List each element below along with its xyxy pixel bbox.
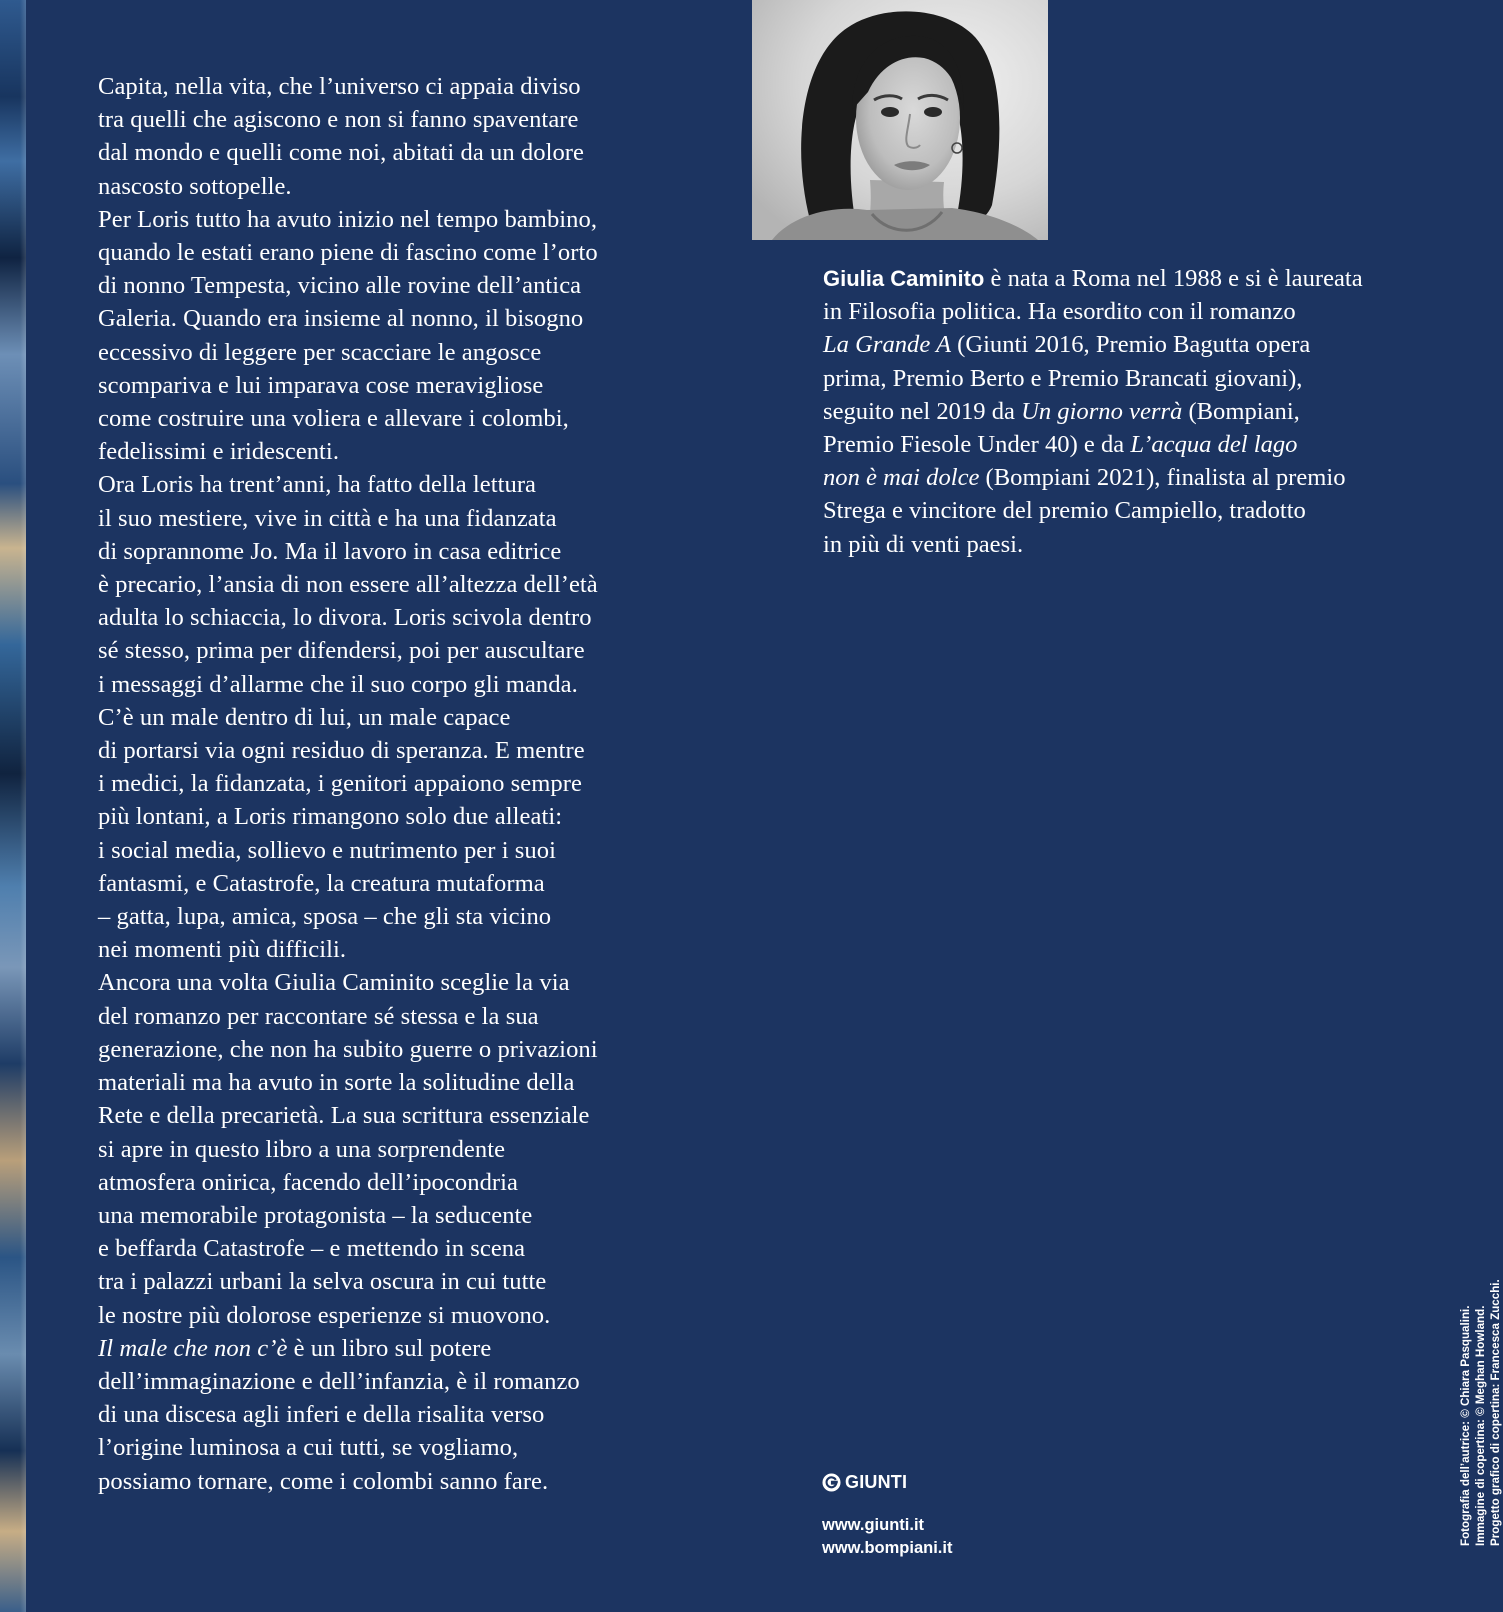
- blurb-line: i social media, sollievo e nutrimento per i suoi: [98, 836, 556, 864]
- blurb-line: si apre in questo libro a una sorprendente: [98, 1135, 506, 1163]
- blurb-line: quando le estati erano piene di fascino come l’orto: [98, 239, 598, 267]
- publisher-block: [822, 1470, 1122, 1560]
- publisher-websites: [822, 1514, 1122, 1560]
- blurb-line: materiali ma ha avuto in sorte la solitudine della: [98, 1069, 575, 1097]
- blurb-line: sé stesso, prima per difendersi, poi per auscultare: [98, 637, 585, 665]
- blurb-line: fedelissimi e iridescenti.: [98, 438, 340, 466]
- blurb-line: nei momenti più difficili.: [98, 936, 347, 964]
- author-bio: [823, 262, 1443, 561]
- blurb-line: fantasmi, e Catastrofe, la creatura mutaforma: [98, 869, 545, 897]
- blurb-line: tra i palazzi urbani la selva oscura in cui tutte: [98, 1268, 547, 1296]
- blurb-line: dell’immaginazione e dell’infanzia, è il romanzo: [98, 1367, 580, 1395]
- cover-painting-edge: [0, 0, 26, 1612]
- bio-line: non è mai dolce (Bompiani 2021), finalista al premio: [823, 464, 1346, 492]
- blurb-line: i medici, la fidanzata, i genitori appaiono sempre: [98, 770, 582, 798]
- blurb-line: come costruire una voliera e allevare i colombi,: [98, 405, 569, 433]
- book-title: Il male che non c’è: [98, 1334, 288, 1362]
- blurb-line: C’è un male dentro di lui, un male capace: [98, 703, 511, 731]
- blurb-line: il suo mestiere, vive in città e ha una fidanzata: [98, 504, 557, 532]
- author-photo: [752, 0, 1048, 240]
- blurb-line: eccessivo di leggere per scacciare le angosce: [98, 338, 542, 366]
- blurb-line: atmosfera onirica, facendo dell’ipocondria: [98, 1168, 519, 1196]
- image-credits: [1458, 1279, 1503, 1546]
- bio-line: Giulia Caminito è nata a Roma nel 1988 e si è laureata: [823, 265, 1363, 292]
- blurb-line: nascosto sottopelle.: [98, 172, 292, 200]
- second-novel-title: Un giorno verrà: [1021, 397, 1183, 425]
- blurb-line: di una discesa agli inferi e della risalita verso: [98, 1401, 545, 1429]
- blurb-line: Il male che non c’è è un libro sul potere: [98, 1334, 492, 1362]
- bio-line: prima, Premio Berto e Premio Brancati giovani),: [823, 364, 1303, 392]
- debut-novel-title: La Grande A: [823, 331, 951, 359]
- bio-line: in più di venti paesi.: [823, 530, 1024, 558]
- third-novel-title-part2: non è mai dolce: [823, 464, 980, 492]
- blurb-line: l’origine luminosa a cui tutti, se vogliamo,: [98, 1434, 519, 1462]
- bio-line: seguito nel 2019 da Un giorno verrà (Bompiani,: [823, 397, 1300, 425]
- blurb-line: è precario, l’ansia di non essere all’altezza dell’età: [98, 571, 598, 599]
- website-link-giunti[interactable]: www.giunti.it: [822, 1516, 925, 1534]
- credit-cover-image: Immagine di copertina: © Meghan Howland.: [1474, 1305, 1487, 1546]
- blurb-line: e beffarda Catastrofe – e mettendo in scena: [98, 1235, 526, 1263]
- blurb-line: adulta lo schiaccia, lo divora. Loris scivola dentro: [98, 604, 592, 632]
- blurb-line: di portarsi via ogni residuo di speranza. E mentre: [98, 737, 585, 765]
- blurb-line: possiamo tornare, come i colombi sanno fare.: [98, 1467, 549, 1495]
- blurb-line: generazione, che non ha subito guerre o privazioni: [98, 1035, 598, 1063]
- bio-line: La Grande A (Giunti 2016, Premio Bagutta opera: [823, 331, 1311, 359]
- website-link-bompiani[interactable]: www.bompiani.it: [822, 1539, 953, 1557]
- blurb-line: di nonno Tempesta, vicino alle rovine dell’antica: [98, 272, 582, 300]
- blurb-line: Rete e della precarietà. La sua scrittura essenziale: [98, 1102, 590, 1130]
- blurb-line: Ancora una volta Giulia Caminito sceglie la via: [98, 969, 570, 997]
- blurb-line: più lontani, a Loris rimangono solo due alleati:: [98, 803, 563, 831]
- credit-cover-design: Progetto grafico di copertina: Francesca Zucchi.: [1489, 1279, 1502, 1546]
- blurb-line: Galeria. Quando era insieme al nonno, il bisogno: [98, 305, 584, 333]
- third-novel-title-part1: L’acqua del lago: [1130, 431, 1298, 459]
- blurb-line: una memorabile protagonista – la seducente: [98, 1201, 533, 1229]
- blurb-line: – gatta, lupa, amica, sposa – che gli sta vicino: [98, 903, 552, 931]
- blurb-line: Capita, nella vita, che l’universo ci appaia diviso: [98, 73, 581, 100]
- bio-line: Premio Fiesole Under 40) e da L’acqua del lago: [823, 431, 1298, 459]
- author-name: Giulia Caminito: [823, 266, 985, 291]
- blurb-line: del romanzo per raccontare sé stessa e la sua: [98, 1002, 539, 1030]
- blurb-line: Ora Loris ha trent’anni, ha fatto della lettura: [98, 471, 537, 499]
- blurb-line: scompariva e lui imparava cose meravigliose: [98, 371, 544, 399]
- blurb-line: tra quelli che agiscono e non si fanno spaventare: [98, 106, 579, 134]
- bio-line: Strega e vincitore del premio Campiello, tradotto: [823, 497, 1306, 525]
- publisher-logo-text: GIUNTI: [845, 1471, 908, 1492]
- blurb-line: dal mondo e quelli come noi, abitati da un dolore: [98, 139, 585, 167]
- blurb-line: di soprannome Jo. Ma il lavoro in casa editrice: [98, 537, 562, 565]
- blurb-line: i messaggi d’allarme che il suo corpo gli manda.: [98, 670, 578, 698]
- publisher-logo: [822, 1470, 1122, 1494]
- blurb-line: Per Loris tutto ha avuto inizio nel tempo bambino,: [98, 205, 598, 233]
- bio-line: in Filosofia politica. Ha esordito con il romanzo: [823, 298, 1296, 326]
- book-blurb: [98, 70, 698, 1498]
- credit-author-photo: Fotografia dell’autrice: © Chiara Pasqualini.: [1459, 1305, 1472, 1546]
- giunti-g-logo-icon: [822, 1473, 841, 1492]
- blurb-line: le nostre più dolorose esperienze si muovono.: [98, 1301, 551, 1329]
